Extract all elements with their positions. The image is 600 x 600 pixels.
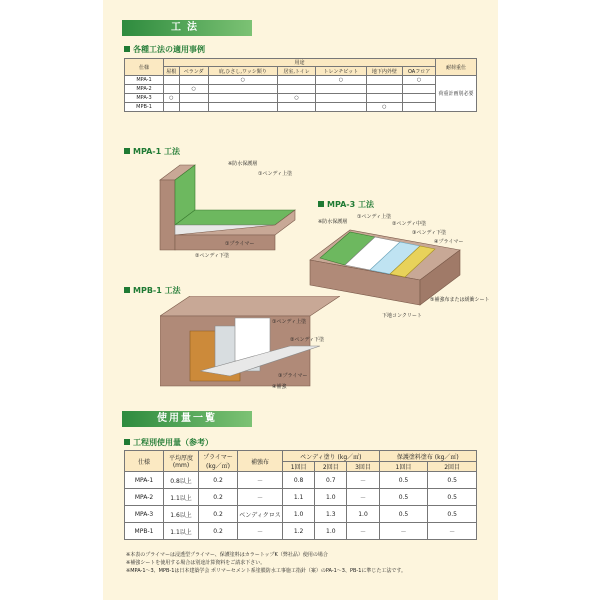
table1-col-7: 耐荷重仕 <box>436 59 477 76</box>
footnotes <box>126 551 406 575</box>
section-title-koho: 工法 <box>122 20 252 36</box>
table1-col-0: 屋根 <box>164 67 180 76</box>
table1-cell <box>208 85 277 94</box>
diagram2-label-3: ③ペンディ下塗 <box>412 230 447 236</box>
table1-cell <box>208 94 277 103</box>
table1-col-spec: 仕様 <box>125 59 164 76</box>
diagram1-label-0: ※防水保護層 <box>228 161 258 167</box>
diagram1-label-1: ①ペンディ上塗 <box>258 171 293 177</box>
table1-col-4: トレンチピット <box>316 67 366 76</box>
table1-cell <box>366 76 403 85</box>
table1-cell <box>277 85 316 94</box>
table1-cell <box>179 94 208 103</box>
section-title-usage: 使用量一覧 <box>122 411 252 427</box>
table2-h-c2: 2回目 <box>315 462 347 472</box>
table2-row-name: MPB-1 <box>125 523 164 540</box>
table2-cell: － <box>238 472 283 489</box>
table1-cell: ○ <box>208 76 277 85</box>
table2-cell: 1.1 <box>283 489 315 506</box>
diagram-mpb1-illustration <box>160 296 340 391</box>
table2-cell: 1.0 <box>283 506 315 523</box>
diagram3-label-2: ③プライマー <box>278 373 308 379</box>
footnote-0: ※本表のプライマーは浸透型プライマー、保護塗料はカラートップK（弊社品）使用の場合 <box>126 552 328 558</box>
diagram2-label-2: ②ペンディ中塗 <box>392 221 427 227</box>
table2-cell: 0.5 <box>379 489 428 506</box>
table2-h-c3: 3回目 <box>347 462 379 472</box>
table2-h-spec: 仕様 <box>125 451 164 472</box>
table2-cell: － <box>238 523 283 540</box>
table1-col-6: OAフロア <box>403 67 436 76</box>
table2-row-name: MPA-2 <box>125 489 164 506</box>
table1-cell <box>164 85 180 94</box>
table1-col-3: 居室,トイレ <box>277 67 316 76</box>
table2-row-name: MPA-1 <box>125 472 164 489</box>
table2-cell: － <box>379 523 428 540</box>
table2-cell: 0.2 <box>199 523 238 540</box>
table2-h-p2: 2回目 <box>428 462 477 472</box>
diagram1-title <box>124 146 180 157</box>
table2-cell: － <box>347 489 379 506</box>
table2-h-thickness: 平均厚度(mm) <box>164 451 199 472</box>
table1-cell <box>208 103 277 112</box>
table1-cell: ○ <box>316 76 366 85</box>
table2-cell: 0.8以上 <box>164 472 199 489</box>
table1-cell <box>403 103 436 112</box>
table2-h-p1: 1回目 <box>379 462 428 472</box>
table1-col-1: ベランダ <box>179 67 208 76</box>
table2-cell: 1.0 <box>315 523 347 540</box>
table1-cell <box>164 76 180 85</box>
diagram2-label-5: ⑤補強布または緩衝シート <box>430 297 490 303</box>
diagram1-title-text: MPA-1 工法 <box>133 147 180 156</box>
diagram3-label-1: ②ペンディ下塗 <box>290 337 325 343</box>
square-bullet-icon <box>318 201 324 207</box>
table2-cell: 1.1以上 <box>164 523 199 540</box>
table2-cell: 0.5 <box>428 506 477 523</box>
diagram2-title-text: MPA-3 工法 <box>327 200 374 209</box>
table1-col-5: 地下内外壁 <box>366 67 403 76</box>
footnote-2: ※MPA-1～3、MPB-1は日本建築学会 ポリマーセメント系塗膜防水工事施工指針（案）のPA-1～3、PB-1に準じた工法です。 <box>126 568 407 574</box>
table2-cell: 0.8 <box>283 472 315 489</box>
table1-cell: ○ <box>164 94 180 103</box>
table2-cell: 1.3 <box>315 506 347 523</box>
table2-cell: 0.5 <box>428 472 477 489</box>
square-bullet-icon <box>124 46 130 52</box>
diagram1-label-3: ①プライマー <box>225 241 255 247</box>
table1-cell <box>277 103 316 112</box>
table2-subtitle-text: 工程別使用量（参考） <box>133 438 213 447</box>
table1-cell: ○ <box>179 85 208 94</box>
table2-cell: 0.5 <box>379 506 428 523</box>
diagram3-label-3: ④補強 <box>272 384 287 390</box>
diagram3-label-0: ①ペンディ上塗 <box>272 319 307 325</box>
table1-row-name: MPB-1 <box>125 103 164 112</box>
table1-cell <box>316 85 366 94</box>
table2-cell: 0.2 <box>199 472 238 489</box>
square-bullet-icon <box>124 439 130 445</box>
table1-group-label: 用途 <box>164 59 436 67</box>
table2-cell: 0.7 <box>315 472 347 489</box>
footnote-1: ※補強シートを使用する場合は別途計算資料をご請求下さい。 <box>126 560 266 566</box>
table2-h-pendi: ペンディ塗り (kg／㎡) <box>283 451 380 462</box>
diagram3-title <box>124 285 181 296</box>
table2-h-primer: プライマー(kg／㎡) <box>199 451 238 472</box>
table1-row-name: MPA-2 <box>125 85 164 94</box>
table2-cell: 1.0 <box>315 489 347 506</box>
diagram3-title-text: MPB-1 工法 <box>133 286 181 295</box>
table2-h-c1: 1回目 <box>283 462 315 472</box>
table2-cell: 0.5 <box>379 472 428 489</box>
diagram-mpa3-illustration <box>300 210 470 310</box>
table1-col-2: 庇,ひさし,ワッシ類り <box>208 67 277 76</box>
diagram2-label-1: ①ペンディ上塗 <box>357 214 392 220</box>
table2-cell: 0.5 <box>428 489 477 506</box>
table1-cell <box>179 103 208 112</box>
table1-cell: ○ <box>277 94 316 103</box>
table2-cell: 1.6以上 <box>164 506 199 523</box>
table2-cell: 0.2 <box>199 489 238 506</box>
application-table <box>124 58 477 112</box>
table2-cell: 1.0 <box>347 506 379 523</box>
table1-row-name: MPA-1 <box>125 76 164 85</box>
table2-h-reinforce: 補強布 <box>238 451 283 472</box>
table1-row-name: MPA-3 <box>125 94 164 103</box>
table2-h-protect: 保護塗料塗布 (kg／㎡) <box>379 451 476 462</box>
table2-cell: 0.2 <box>199 506 238 523</box>
square-bullet-icon <box>124 287 130 293</box>
table2-cell: － <box>238 489 283 506</box>
table2-cell: － <box>347 472 379 489</box>
table1-cell <box>316 103 366 112</box>
table2-cell: 1.1以上 <box>164 489 199 506</box>
diagram1-label-2: ②ペンディ下塗 <box>195 253 230 259</box>
table1-cell <box>366 85 403 94</box>
table1-subtitle-text: 各種工法の適用事例 <box>133 45 205 54</box>
table1-cell: ○ <box>366 103 403 112</box>
table1-cell: ○ <box>403 76 436 85</box>
table2-row-name: MPA-3 <box>125 506 164 523</box>
diagram2-label-4: ④プライマー <box>434 239 464 245</box>
table1-subtitle <box>124 44 205 55</box>
usage-table <box>124 450 477 540</box>
table1-cell <box>316 94 366 103</box>
square-bullet-icon <box>124 148 130 154</box>
table1-cell <box>277 76 316 85</box>
table2-cell: － <box>347 523 379 540</box>
table1-merged-note: 荷重計画別必要 <box>436 76 477 112</box>
table1-cell <box>366 94 403 103</box>
table2-cell: － <box>428 523 477 540</box>
table1-cell <box>164 103 180 112</box>
table2-cell: 1.2 <box>283 523 315 540</box>
table2-subtitle <box>124 437 213 448</box>
table1-cell <box>403 85 436 94</box>
table2-cell: ベンディクロス <box>238 506 283 523</box>
diagram2-label-0: ※防水保護層 <box>318 219 348 225</box>
diagram2-label-6: 下地コンクリート <box>382 313 422 319</box>
table1-cell <box>179 76 208 85</box>
diagram2-title <box>318 199 374 210</box>
table1-cell <box>403 94 436 103</box>
